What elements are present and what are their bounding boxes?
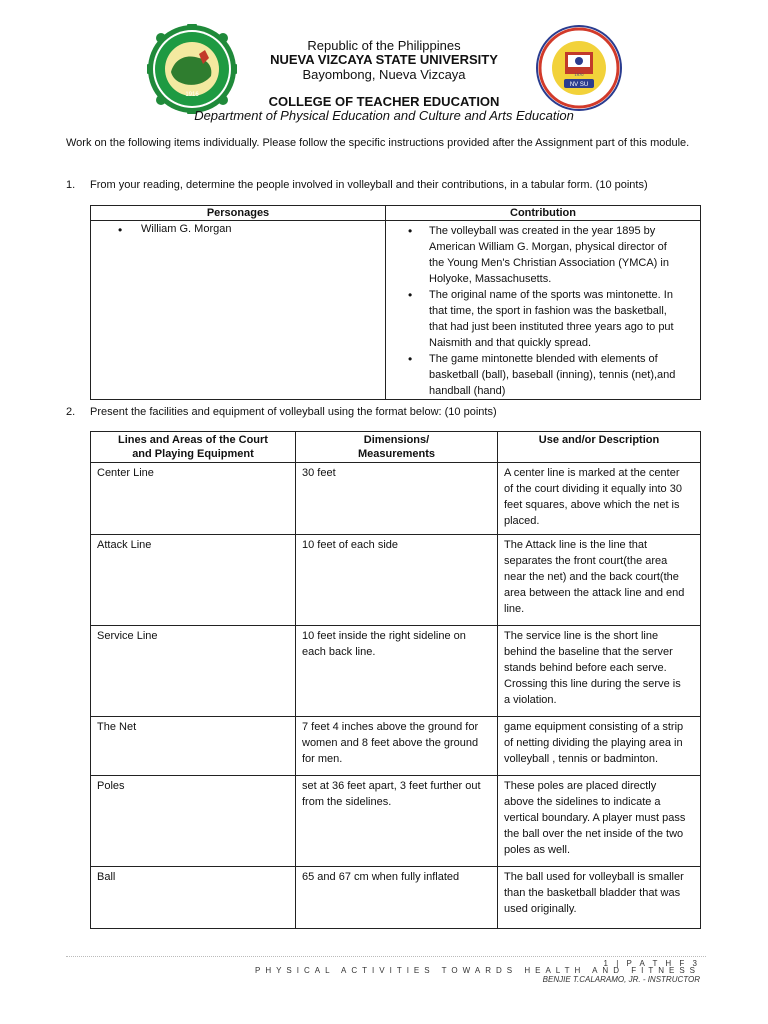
dimension-line: each back line.: [302, 646, 376, 658]
facilities-table: [90, 431, 701, 929]
description-line: of netting dividing the playing area in: [504, 737, 683, 749]
contribution-line: Naismith and that quickly spread.: [429, 337, 592, 349]
contribution-line: American William G. Morgan, physical director of: [429, 241, 667, 253]
facility-name-cell: Ball: [91, 867, 296, 929]
dimension-line: 10 feet inside the right sideline on: [302, 630, 466, 642]
contribution-line: basketball (ball), baseball (inning), tennis (net),and: [429, 369, 676, 381]
description-line: The Attack line is the line that: [504, 539, 648, 551]
dimension-cell: [296, 717, 498, 776]
description-line: behind the baseline that the server: [504, 646, 673, 658]
table-header-row: [91, 206, 701, 221]
description-cell: [498, 626, 701, 717]
description-line: line.: [504, 603, 525, 615]
item-1-text: From your reading, determine the people involved in volleyball and their contributions, in a tabular form. (10 points): [90, 179, 648, 191]
dimension-line: 10 feet of each side: [302, 539, 399, 551]
header-contribution: Contribution: [386, 206, 701, 221]
dimension-line: 7 feet 4 inches above the ground for: [302, 721, 479, 733]
table-row: [91, 717, 701, 776]
dimension-line: 65 and 67 cm when fully inflated: [302, 871, 460, 883]
description-line: stands behind before each serve.: [504, 662, 667, 674]
footer-divider: [66, 956, 706, 957]
table-row: [91, 776, 701, 867]
dimension-line: 30 feet: [302, 467, 336, 479]
table-row: [91, 463, 701, 535]
header-description: Use and/or Description: [498, 432, 701, 463]
item-2-number: 2.: [66, 406, 76, 418]
description-cell: [498, 717, 701, 776]
personages-table: [90, 205, 701, 400]
dimension-line: for men.: [302, 753, 343, 765]
contribution-item: [411, 223, 700, 287]
college-name: COLLEGE OF TEACHER EDUCATION: [268, 94, 500, 109]
header-dimensions: Dimensions/ Measurements: [296, 432, 498, 463]
item-2: [66, 405, 706, 420]
description-line: The ball used for volleyball is smaller: [504, 871, 684, 883]
header-personages: Personages: [91, 206, 386, 221]
svg-text:1916: 1916: [185, 92, 199, 98]
contribution-line: • The game mintonette blended with elements of: [429, 353, 658, 365]
contribution-item: [411, 351, 700, 399]
university-location: Bayombong, Nueva Vizcaya: [302, 67, 466, 82]
contribution-line: handball (hand): [429, 385, 506, 397]
dimension-cell: [296, 626, 498, 717]
description-line: than the basketball bladder that was: [504, 887, 681, 899]
description-line: These poles are placed directly: [504, 780, 657, 792]
dimension-cell: [296, 776, 498, 867]
description-line: the ball over the net inside of the two: [504, 828, 684, 840]
description-line: A center line is marked at the center: [504, 467, 680, 479]
description-line: feet squares, above which the net is: [504, 499, 680, 511]
contribution-line: the Young Men's Christian Association (YMCA) in: [429, 257, 669, 269]
dimension-line: from the sidelines.: [302, 796, 392, 808]
description-line: poles as well.: [504, 844, 571, 856]
department-name: Department of Physical Education and Culture and Arts Education: [194, 108, 574, 123]
svg-text:1970: 1970: [574, 72, 584, 77]
footer-page-number: 1 | P A T H F 3: [603, 959, 700, 968]
contribution-line: • The volleyball was created in the year 1895 by: [429, 225, 656, 237]
contribution-cell: [386, 221, 701, 400]
description-cell: [498, 535, 701, 626]
description-line: game equipment consisting of a strip: [504, 721, 684, 733]
description-line: of the court dividing it equally into 30: [504, 483, 682, 495]
personage-cell: [91, 221, 386, 400]
contribution-line: • The original name of the sports was mintonette. In: [429, 289, 673, 301]
description-line: separates the front court(the area: [504, 555, 668, 567]
description-line: Crossing this line during the serve is: [504, 678, 681, 690]
header-lines-areas: Lines and Areas of the Court and Playing Equipment: [91, 432, 296, 463]
contribution-list: [386, 223, 700, 399]
description-line: above the sidelines to indicate a: [504, 796, 661, 808]
table-row: [91, 867, 701, 929]
facility-name-cell: Service Line: [91, 626, 296, 717]
facility-name-cell: Center Line: [91, 463, 296, 535]
description-cell: [498, 776, 701, 867]
facility-name-cell: Attack Line: [91, 535, 296, 626]
contribution-line: that time, the sport in fashion was the basketball,: [429, 305, 667, 317]
dimension-line: women and 8 feet above the ground: [302, 737, 479, 749]
dimension-cell: [296, 463, 498, 535]
facility-name-cell: The Net: [91, 717, 296, 776]
personage-name: • William G. Morgan: [121, 223, 385, 235]
description-cell: [498, 463, 701, 535]
item-1: [66, 178, 706, 193]
description-line: area between the attack line and end: [504, 587, 685, 599]
item-1-number: 1.: [66, 179, 76, 191]
description-line: used originally.: [504, 903, 577, 915]
footer-instructor: BENJIE T.CALARAMO, JR. - INSTRUCTOR: [542, 975, 700, 984]
description-line: The service line is the short line: [504, 630, 659, 642]
contribution-item: [411, 287, 700, 351]
table-row: [91, 626, 701, 717]
description-line: placed.: [504, 515, 540, 527]
university-name: NUEVA VIZCAYA STATE UNIVERSITY: [270, 52, 498, 67]
item-2-text: Present the facilities and equipment of volleyball using the format below: (10 points): [90, 406, 497, 418]
svg-text:NV SU: NV SU: [569, 82, 589, 88]
intro-paragraph: Work on the following items individually. Please follow the specific instructions provided after the Assignment part of this module.: [66, 137, 690, 149]
dimension-cell: [296, 867, 498, 929]
description-line: volleyball , tennis or badminton.: [504, 753, 659, 765]
contribution-line: that had just been instituted three years ago to put: [429, 321, 674, 333]
contribution-line: Holyoke, Massachusetts.: [429, 273, 552, 285]
table-header-row: [91, 432, 701, 463]
republic-heading: Republic of the Philippines: [307, 38, 461, 53]
table-row: [91, 221, 701, 400]
description-line: a violation.: [504, 694, 557, 706]
facility-name-cell: Poles: [91, 776, 296, 867]
description-line: vertical boundary. A player must pass: [504, 812, 686, 824]
description-cell: [498, 867, 701, 929]
footer-course-title: PHYSICAL ACTIVITIES TOWARDS HEALTH AND FITNESS: [254, 966, 700, 975]
description-line: near the net) and the back court(the: [504, 571, 679, 583]
table-row: [91, 535, 701, 626]
dimension-cell: [296, 535, 498, 626]
dimension-line: set at 36 feet apart, 3 feet further out: [302, 780, 481, 792]
